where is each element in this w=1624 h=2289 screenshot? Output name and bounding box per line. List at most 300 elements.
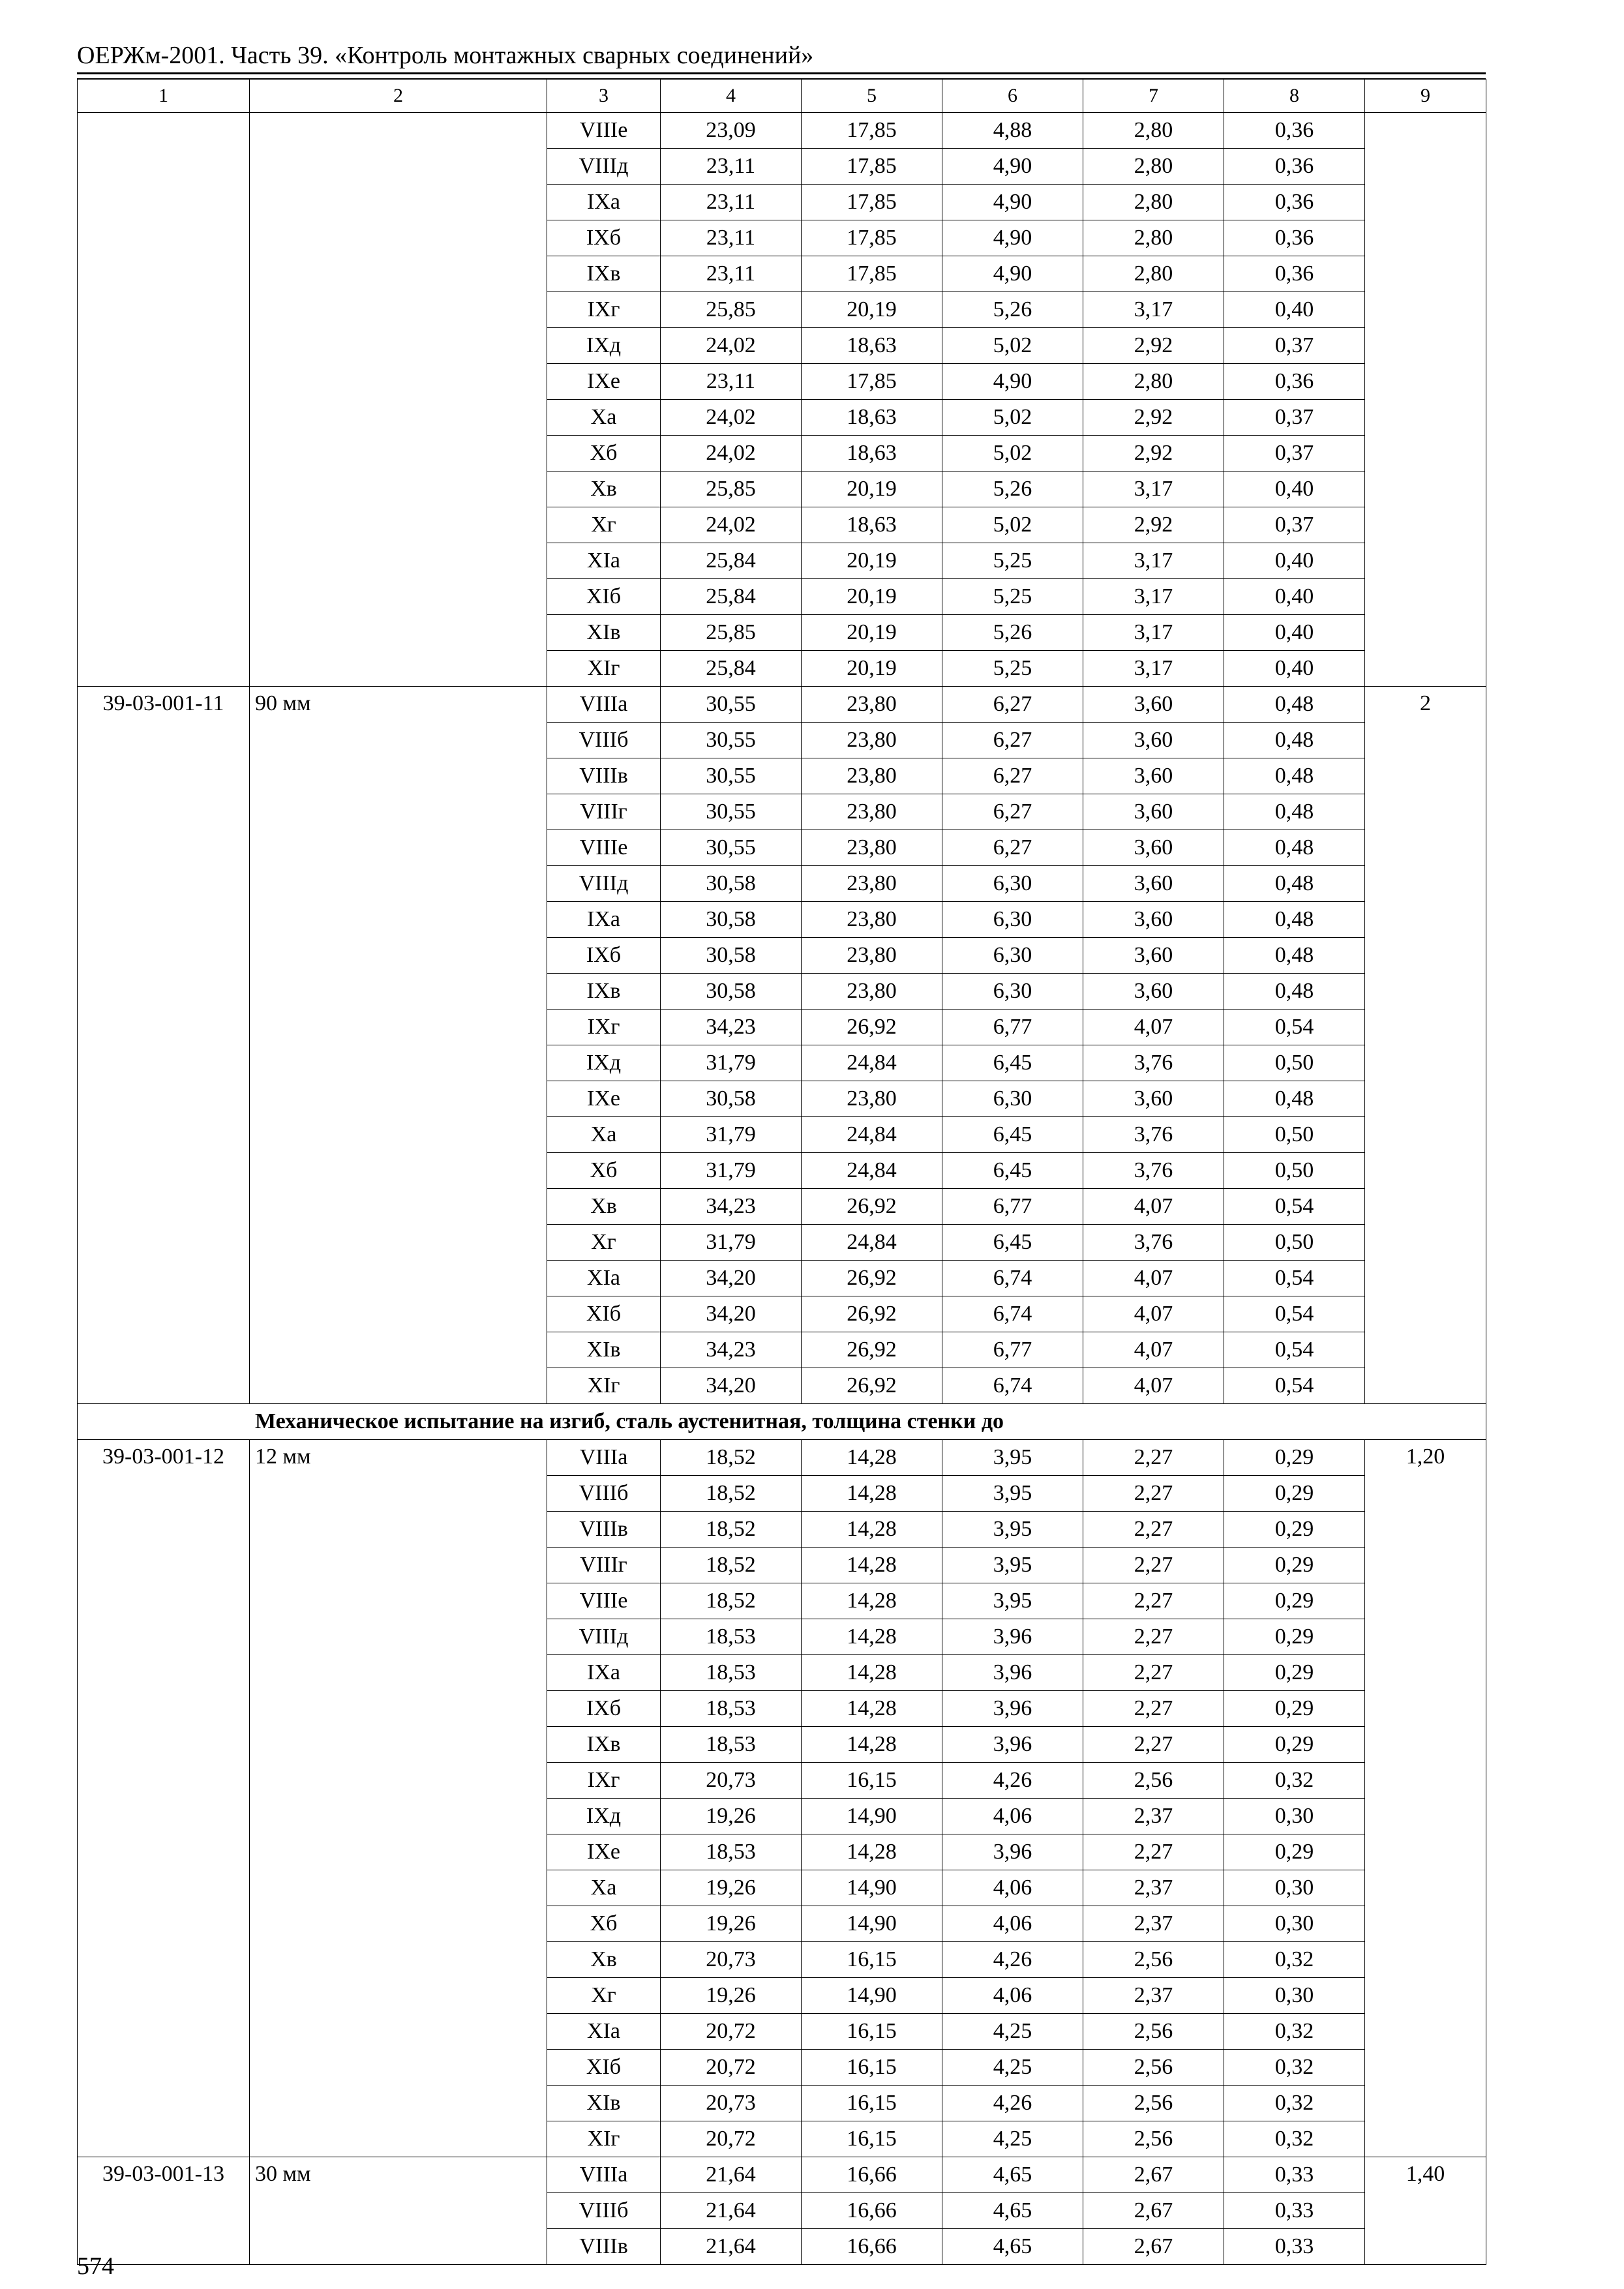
category-cell: VIIIв (547, 2229, 661, 2265)
category-cell: VIIIв (547, 758, 661, 794)
col-7-cell: 2,80 (1083, 149, 1224, 185)
col-4-cell: 25,84 (661, 543, 802, 579)
col-8-cell: 0,48 (1224, 902, 1365, 938)
col-8-cell: 0,50 (1224, 1117, 1365, 1153)
col-7-cell: 3,17 (1083, 543, 1224, 579)
category-cell: Xв (547, 1942, 661, 1978)
col-8-cell: 0,29 (1224, 1512, 1365, 1548)
col-5-cell: 14,28 (802, 1619, 942, 1655)
col-8-cell: 0,48 (1224, 1081, 1365, 1117)
col-8-cell: 0,40 (1224, 292, 1365, 328)
col-5-cell: 20,19 (802, 543, 942, 579)
col-6-cell: 5,02 (942, 400, 1083, 436)
col-8-cell: 0,40 (1224, 651, 1365, 687)
col-8-cell: 0,32 (1224, 2014, 1365, 2050)
col-7-cell: 2,27 (1083, 1691, 1224, 1727)
col-5-cell: 17,85 (802, 256, 942, 292)
col-8-cell: 0,36 (1224, 185, 1365, 220)
col-6-cell: 4,25 (942, 2050, 1083, 2086)
col-5-cell: 16,15 (802, 2086, 942, 2121)
col-8-cell: 0,30 (1224, 1906, 1365, 1942)
col-4-cell: 25,84 (661, 651, 802, 687)
col-4-cell: 23,11 (661, 220, 802, 256)
col-6-cell: 6,77 (942, 1332, 1083, 1368)
col-6-cell: 6,27 (942, 687, 1083, 723)
col-8-cell: 0,54 (1224, 1332, 1365, 1368)
col-7-cell: 2,67 (1083, 2229, 1224, 2265)
col-8-cell: 0,48 (1224, 794, 1365, 830)
col-6-cell: 5,25 (942, 651, 1083, 687)
col-6-cell: 4,25 (942, 2014, 1083, 2050)
category-cell: IXв (547, 1727, 661, 1763)
col-8-cell: 0,29 (1224, 1619, 1365, 1655)
col-5-cell: 16,66 (802, 2193, 942, 2229)
col-5-cell: 14,28 (802, 1583, 942, 1619)
col-6-cell: 3,95 (942, 1583, 1083, 1619)
col-5-cell: 14,28 (802, 1476, 942, 1512)
category-cell: IXв (547, 974, 661, 1010)
col-7-cell: 3,60 (1083, 1081, 1224, 1117)
col-5-cell: 23,80 (802, 723, 942, 758)
col-4-cell: 19,26 (661, 1906, 802, 1942)
col-4-cell: 30,55 (661, 758, 802, 794)
column-header-5: 5 (802, 80, 942, 113)
col-5-cell: 20,19 (802, 651, 942, 687)
category-cell: Xв (547, 1189, 661, 1225)
col-6-cell: 6,45 (942, 1045, 1083, 1081)
category-cell: VIIIе (547, 1583, 661, 1619)
col-5-cell: 14,28 (802, 1548, 942, 1583)
category-cell: VIIIб (547, 2193, 661, 2229)
category-cell: XIв (547, 615, 661, 651)
col-8-cell: 0,32 (1224, 2086, 1365, 2121)
col-5-cell: 16,66 (802, 2157, 942, 2193)
col-8-cell: 0,54 (1224, 1296, 1365, 1332)
category-cell: IXд (547, 1045, 661, 1081)
col-4-cell: 21,64 (661, 2229, 802, 2265)
rates-table (77, 79, 1486, 2265)
col-7-cell: 2,27 (1083, 1476, 1224, 1512)
col-5-cell: 24,84 (802, 1117, 942, 1153)
col-6-cell: 4,26 (942, 2086, 1083, 2121)
category-cell: VIIIв (547, 1512, 661, 1548)
col-4-cell: 34,20 (661, 1261, 802, 1296)
category-cell: IXв (547, 256, 661, 292)
category-cell: IXа (547, 185, 661, 220)
col-9-cell (1365, 113, 1486, 687)
col-7-cell: 2,56 (1083, 2086, 1224, 2121)
section-row (78, 1404, 1486, 1440)
col-6-cell: 5,26 (942, 615, 1083, 651)
col-6-cell: 5,26 (942, 471, 1083, 507)
col-5-cell: 16,15 (802, 1763, 942, 1799)
col-8-cell: 0,40 (1224, 543, 1365, 579)
col-5-cell: 26,92 (802, 1296, 942, 1332)
col-5-cell: 23,80 (802, 794, 942, 830)
col-5-cell: 16,15 (802, 2014, 942, 2050)
col-8-cell: 0,37 (1224, 400, 1365, 436)
col-6-cell: 6,27 (942, 758, 1083, 794)
category-cell: Xб (547, 436, 661, 471)
col-6-cell: 6,74 (942, 1296, 1083, 1332)
col-4-cell: 23,11 (661, 185, 802, 220)
col-8-cell: 0,36 (1224, 149, 1365, 185)
col-8-cell: 0,50 (1224, 1045, 1365, 1081)
col-4-cell: 18,52 (661, 1476, 802, 1512)
col-7-cell: 2,37 (1083, 1799, 1224, 1834)
col-7-cell: 2,27 (1083, 1583, 1224, 1619)
category-cell: IXа (547, 902, 661, 938)
column-header-2: 2 (250, 80, 547, 113)
col-8-cell: 0,33 (1224, 2229, 1365, 2265)
col-4-cell: 30,58 (661, 866, 802, 902)
col-4-cell: 18,53 (661, 1834, 802, 1870)
category-cell: IXе (547, 1834, 661, 1870)
col-4-cell: 24,02 (661, 328, 802, 364)
col-7-cell: 3,60 (1083, 830, 1224, 866)
col-5-cell: 16,15 (802, 2121, 942, 2157)
col-7-cell: 3,60 (1083, 866, 1224, 902)
col-8-cell: 0,29 (1224, 1655, 1365, 1691)
col-4-cell: 20,72 (661, 2121, 802, 2157)
col-7-cell: 3,17 (1083, 615, 1224, 651)
col-7-cell: 2,56 (1083, 1942, 1224, 1978)
col-4-cell: 23,11 (661, 256, 802, 292)
category-cell: VIIIд (547, 866, 661, 902)
col-8-cell: 0,48 (1224, 687, 1365, 723)
col-8-cell: 0,29 (1224, 1691, 1365, 1727)
col-5-cell: 26,92 (802, 1189, 942, 1225)
col-5-cell: 14,90 (802, 1978, 942, 2014)
col-5-cell: 23,80 (802, 866, 942, 902)
col-7-cell: 2,37 (1083, 1906, 1224, 1942)
category-cell: Xб (547, 1153, 661, 1189)
col-4-cell: 30,58 (661, 902, 802, 938)
category-cell: IXд (547, 1799, 661, 1834)
category-cell: IXг (547, 292, 661, 328)
col-7-cell: 3,60 (1083, 938, 1224, 974)
category-cell: Xа (547, 1870, 661, 1906)
col-4-cell: 23,11 (661, 364, 802, 400)
col-6-cell: 6,77 (942, 1189, 1083, 1225)
category-cell: VIIIб (547, 723, 661, 758)
col-6-cell: 4,65 (942, 2157, 1083, 2193)
col-4-cell: 18,52 (661, 1440, 802, 1476)
col-7-cell: 2,37 (1083, 1978, 1224, 2014)
col-4-cell: 31,79 (661, 1225, 802, 1261)
category-cell: IXб (547, 220, 661, 256)
category-cell: VIIIг (547, 1548, 661, 1583)
col-7-cell: 2,56 (1083, 2121, 1224, 2157)
col-5-cell: 24,84 (802, 1225, 942, 1261)
column-header-1: 1 (78, 80, 250, 113)
col-6-cell: 5,26 (942, 292, 1083, 328)
col-6-cell: 6,30 (942, 974, 1083, 1010)
col-7-cell: 3,17 (1083, 651, 1224, 687)
col-6-cell: 5,02 (942, 507, 1083, 543)
category-cell: XIа (547, 1261, 661, 1296)
col-7-cell: 3,76 (1083, 1045, 1224, 1081)
col-7-cell: 2,56 (1083, 1763, 1224, 1799)
col-8-cell: 0,32 (1224, 2121, 1365, 2157)
col-6-cell: 3,96 (942, 1691, 1083, 1727)
col-6-cell: 6,45 (942, 1117, 1083, 1153)
col-5-cell: 17,85 (802, 220, 942, 256)
col-7-cell: 2,80 (1083, 364, 1224, 400)
col-5-cell: 20,19 (802, 292, 942, 328)
col-5-cell: 23,80 (802, 974, 942, 1010)
rate-code-cell (78, 113, 250, 687)
col-5-cell: 18,63 (802, 328, 942, 364)
col-5-cell: 23,80 (802, 830, 942, 866)
col-8-cell: 0,29 (1224, 1583, 1365, 1619)
col-5-cell: 16,15 (802, 2050, 942, 2086)
col-7-cell: 4,07 (1083, 1261, 1224, 1296)
col-7-cell: 3,76 (1083, 1225, 1224, 1261)
col-4-cell: 25,84 (661, 579, 802, 615)
col-4-cell: 34,23 (661, 1010, 802, 1045)
col-8-cell: 0,48 (1224, 938, 1365, 974)
col-8-cell: 0,50 (1224, 1153, 1365, 1189)
col-7-cell: 2,56 (1083, 2014, 1224, 2050)
rate-description-cell: 12 мм (250, 1440, 547, 2157)
column-header-7: 7 (1083, 80, 1224, 113)
category-cell: XIв (547, 1332, 661, 1368)
col-6-cell: 6,45 (942, 1153, 1083, 1189)
col-6-cell: 4,06 (942, 1799, 1083, 1834)
col-8-cell: 0,48 (1224, 866, 1365, 902)
col-6-cell: 4,65 (942, 2229, 1083, 2265)
col-5-cell: 18,63 (802, 436, 942, 471)
header-rule-thick (77, 72, 1486, 74)
col-5-cell: 17,85 (802, 185, 942, 220)
col-6-cell: 4,06 (942, 1906, 1083, 1942)
category-cell: XIб (547, 579, 661, 615)
category-cell: XIг (547, 1368, 661, 1404)
col-7-cell: 2,92 (1083, 507, 1224, 543)
col-8-cell: 0,32 (1224, 1942, 1365, 1978)
category-cell: XIг (547, 2121, 661, 2157)
col-7-cell: 3,76 (1083, 1153, 1224, 1189)
col-7-cell: 4,07 (1083, 1332, 1224, 1368)
col-6-cell: 6,74 (942, 1368, 1083, 1404)
col-7-cell: 2,27 (1083, 1619, 1224, 1655)
col-4-cell: 24,02 (661, 507, 802, 543)
col-4-cell: 20,72 (661, 2050, 802, 2086)
col-5-cell: 14,90 (802, 1799, 942, 1834)
col-7-cell: 4,07 (1083, 1296, 1224, 1332)
col-8-cell: 0,29 (1224, 1727, 1365, 1763)
col-5-cell: 23,80 (802, 758, 942, 794)
col-6-cell: 4,65 (942, 2193, 1083, 2229)
col-5-cell: 17,85 (802, 149, 942, 185)
col-5-cell: 17,85 (802, 113, 942, 149)
col-5-cell: 24,84 (802, 1153, 942, 1189)
col-5-cell: 23,80 (802, 687, 942, 723)
col-5-cell: 26,92 (802, 1368, 942, 1404)
col-8-cell: 0,54 (1224, 1368, 1365, 1404)
col-5-cell: 26,92 (802, 1332, 942, 1368)
col-6-cell: 4,90 (942, 149, 1083, 185)
col-5-cell: 16,66 (802, 2229, 942, 2265)
rate-code-cell: 39-03-001-13 (78, 2157, 250, 2265)
col-4-cell: 19,26 (661, 1870, 802, 1906)
category-cell: IXб (547, 938, 661, 974)
col-6-cell: 4,06 (942, 1870, 1083, 1906)
col-4-cell: 20,73 (661, 1763, 802, 1799)
col-7-cell: 2,92 (1083, 436, 1224, 471)
col-8-cell: 0,29 (1224, 1548, 1365, 1583)
col-4-cell: 31,79 (661, 1117, 802, 1153)
col-5-cell: 26,92 (802, 1261, 942, 1296)
category-cell: VIIIе (547, 830, 661, 866)
col-6-cell: 6,45 (942, 1225, 1083, 1261)
col-4-cell: 18,52 (661, 1548, 802, 1583)
col-5-cell: 14,28 (802, 1727, 942, 1763)
col-7-cell: 2,27 (1083, 1440, 1224, 1476)
category-cell: IXе (547, 364, 661, 400)
col-7-cell: 2,56 (1083, 2050, 1224, 2086)
rate-description-cell (250, 113, 547, 687)
col-8-cell: 0,33 (1224, 2157, 1365, 2193)
col-6-cell: 4,88 (942, 113, 1083, 149)
column-header-6: 6 (942, 80, 1083, 113)
col-8-cell: 0,40 (1224, 579, 1365, 615)
col-8-cell: 0,36 (1224, 113, 1365, 149)
col-4-cell: 23,09 (661, 113, 802, 149)
col-5-cell: 14,90 (802, 1870, 942, 1906)
col-4-cell: 21,64 (661, 2157, 802, 2193)
page-header-title: ОЕРЖм-2001. Часть 39. «Контроль монтажных сварных соединений» (77, 42, 814, 69)
col-6-cell: 6,30 (942, 902, 1083, 938)
col-9-cell: 2 (1365, 687, 1486, 1404)
col-8-cell: 0,36 (1224, 256, 1365, 292)
col-5-cell: 17,85 (802, 364, 942, 400)
col-8-cell: 0,48 (1224, 723, 1365, 758)
col-8-cell: 0,48 (1224, 830, 1365, 866)
col-8-cell: 0,48 (1224, 974, 1365, 1010)
category-cell: VIIIд (547, 1619, 661, 1655)
category-cell: XIа (547, 2014, 661, 2050)
col-7-cell: 3,17 (1083, 471, 1224, 507)
col-7-cell: 2,27 (1083, 1834, 1224, 1870)
col-8-cell: 0,37 (1224, 328, 1365, 364)
col-6-cell: 6,27 (942, 794, 1083, 830)
col-6-cell: 3,96 (942, 1727, 1083, 1763)
column-header-9: 9 (1365, 80, 1486, 113)
col-4-cell: 30,55 (661, 830, 802, 866)
col-4-cell: 31,79 (661, 1045, 802, 1081)
col-5-cell: 23,80 (802, 938, 942, 974)
col-5-cell: 14,28 (802, 1655, 942, 1691)
col-4-cell: 24,02 (661, 436, 802, 471)
category-cell: VIIIа (547, 1440, 661, 1476)
col-4-cell: 21,64 (661, 2193, 802, 2229)
col-7-cell: 3,17 (1083, 292, 1224, 328)
col-8-cell: 0,29 (1224, 1440, 1365, 1476)
col-6-cell: 5,02 (942, 436, 1083, 471)
col-6-cell: 6,74 (942, 1261, 1083, 1296)
col-5-cell: 18,63 (802, 400, 942, 436)
col-4-cell: 24,02 (661, 400, 802, 436)
page-number: 574 (77, 2252, 114, 2280)
category-cell: Xг (547, 507, 661, 543)
category-cell: XIб (547, 2050, 661, 2086)
col-5-cell: 14,28 (802, 1512, 942, 1548)
col-6-cell: 3,95 (942, 1548, 1083, 1583)
col-7-cell: 2,27 (1083, 1512, 1224, 1548)
table-row (78, 113, 1486, 149)
col-5-cell: 14,28 (802, 1440, 942, 1476)
col-4-cell: 25,85 (661, 292, 802, 328)
category-cell: IXа (547, 1655, 661, 1691)
col-7-cell: 3,60 (1083, 687, 1224, 723)
col-7-cell: 3,60 (1083, 902, 1224, 938)
col-8-cell: 0,37 (1224, 436, 1365, 471)
col-6-cell: 6,77 (942, 1010, 1083, 1045)
col-7-cell: 2,67 (1083, 2157, 1224, 2193)
col-8-cell: 0,30 (1224, 1799, 1365, 1834)
col-4-cell: 30,58 (661, 938, 802, 974)
col-8-cell: 0,30 (1224, 1870, 1365, 1906)
col-6-cell: 3,96 (942, 1619, 1083, 1655)
col-5-cell: 20,19 (802, 615, 942, 651)
col-7-cell: 4,07 (1083, 1368, 1224, 1404)
category-cell: Xа (547, 1117, 661, 1153)
col-6-cell: 6,30 (942, 938, 1083, 974)
col-4-cell: 34,20 (661, 1368, 802, 1404)
col-8-cell: 0,54 (1224, 1010, 1365, 1045)
col-5-cell: 24,84 (802, 1045, 942, 1081)
category-cell: Xб (547, 1906, 661, 1942)
col-7-cell: 2,27 (1083, 1548, 1224, 1583)
col-8-cell: 0,30 (1224, 1978, 1365, 2014)
col-4-cell: 19,26 (661, 1799, 802, 1834)
col-7-cell: 4,07 (1083, 1189, 1224, 1225)
category-cell: IXг (547, 1763, 661, 1799)
category-cell: XIг (547, 651, 661, 687)
category-cell: Xг (547, 1978, 661, 2014)
col-4-cell: 30,58 (661, 1081, 802, 1117)
col-4-cell: 18,53 (661, 1691, 802, 1727)
category-cell: VIIIг (547, 794, 661, 830)
category-cell: XIв (547, 2086, 661, 2121)
col-8-cell: 0,32 (1224, 1763, 1365, 1799)
col-6-cell: 3,95 (942, 1476, 1083, 1512)
table-body (78, 80, 1486, 2265)
category-cell: IXб (547, 1691, 661, 1727)
col-6-cell: 6,30 (942, 1081, 1083, 1117)
col-4-cell: 20,73 (661, 1942, 802, 1978)
col-7-cell: 2,67 (1083, 2193, 1224, 2229)
col-7-cell: 2,37 (1083, 1870, 1224, 1906)
col-5-cell: 26,92 (802, 1010, 942, 1045)
col-7-cell: 2,80 (1083, 220, 1224, 256)
col-6-cell: 5,02 (942, 328, 1083, 364)
col-5-cell: 23,80 (802, 902, 942, 938)
table-row (78, 2157, 1486, 2193)
col-6-cell: 6,27 (942, 830, 1083, 866)
col-6-cell: 6,27 (942, 723, 1083, 758)
col-6-cell: 4,26 (942, 1763, 1083, 1799)
col-4-cell: 18,53 (661, 1619, 802, 1655)
col-6-cell: 4,90 (942, 185, 1083, 220)
col-6-cell: 3,95 (942, 1440, 1083, 1476)
category-cell: IXд (547, 328, 661, 364)
col-5-cell: 20,19 (802, 471, 942, 507)
col-6-cell: 4,26 (942, 1942, 1083, 1978)
col-4-cell: 30,55 (661, 687, 802, 723)
